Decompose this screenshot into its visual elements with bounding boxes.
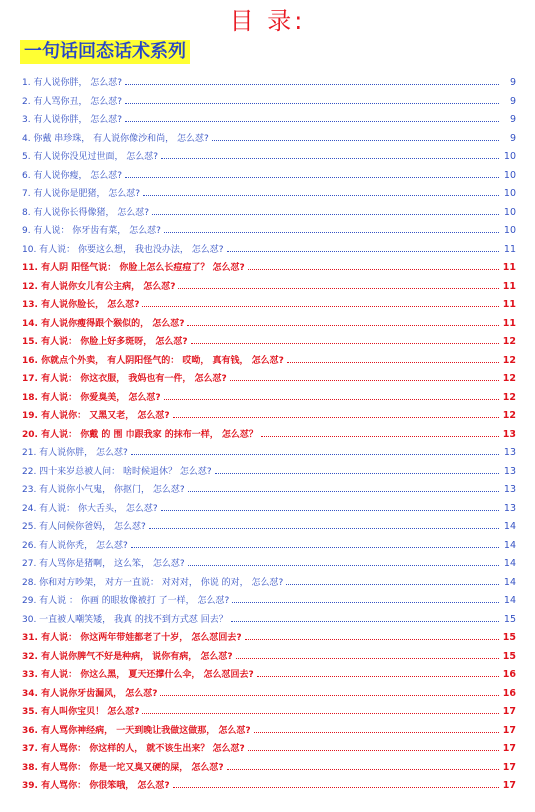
toc-entry[interactable] [22, 368, 516, 387]
toc-entry-title: 37. 有人骂你： 你这样的人， 就不该生出来？ 怎么怼? [22, 744, 245, 754]
dot-leader [143, 183, 499, 196]
toc-entry-title: 39. 有人骂你： 你很笨哦， 怎么怼? [22, 781, 170, 791]
toc-entry-page: 17 [502, 724, 516, 736]
toc-entry[interactable] [22, 294, 516, 313]
toc-entry[interactable] [22, 701, 516, 720]
toc-entry-page: 16 [502, 669, 516, 680]
dot-leader [125, 165, 499, 178]
dot-leader [257, 664, 499, 677]
dot-leader [248, 257, 499, 270]
toc-entry-title: 26. 有人说你秃， 怎么怼? [22, 540, 128, 551]
toc-entry[interactable] [22, 590, 516, 609]
dot-leader [164, 387, 499, 400]
toc-entry-page: 16 [502, 687, 516, 699]
toc-entry-page: 12 [502, 354, 516, 366]
toc-entry[interactable] [22, 72, 516, 91]
toc-entry[interactable] [22, 350, 516, 369]
toc-entry[interactable] [22, 183, 516, 202]
dot-leader [173, 775, 499, 788]
toc-entry-title: 18. 有人说： 你爱臭美， 怎么怼? [22, 392, 161, 403]
toc-entry-title: 30. 一直被人嘲笑矮， 我真 的找不到方式怼 回去？ [22, 614, 228, 625]
toc-entry[interactable] [22, 239, 516, 258]
toc-entry-title: 16. 你就点个外卖， 有人阴阳怪气的： 哎呦， 真有钱， 怎么怼? [22, 355, 284, 366]
toc-entry-page: 10 [503, 188, 516, 199]
page-title: 目 录: [229, 7, 306, 35]
toc-entry[interactable] [22, 220, 516, 239]
dot-leader [161, 146, 499, 159]
toc-entry-title: 13. 有人说你脸长， 怎么怼? [22, 300, 140, 310]
toc-entry-page: 14 [503, 576, 516, 588]
toc-entry-page: 10 [503, 225, 516, 236]
toc-entry-page: 11 [502, 317, 516, 329]
toc-entry-page: 17 [502, 761, 516, 773]
dot-leader [173, 405, 499, 418]
dot-leader [286, 572, 499, 585]
dot-leader [142, 701, 499, 714]
dot-leader [131, 442, 499, 455]
toc-entry-title: 6. 有人说你瘦， 怎么怼? [22, 170, 123, 181]
toc-entry[interactable] [22, 720, 516, 739]
toc-entry-title: 14. 有人说你瘦得跟个猴似的， 怎么怼? [22, 318, 185, 329]
toc-entry-title: 5. 有人说你没见过世面， 怎么怼? [22, 152, 159, 162]
toc-entry[interactable] [22, 535, 516, 554]
toc-entry-page: 17 [502, 780, 516, 791]
toc-entry-page: 11 [502, 299, 516, 310]
toc-entry[interactable] [22, 775, 516, 794]
dot-leader [160, 683, 499, 696]
toc-entry[interactable] [22, 738, 516, 757]
toc-entry-page: 14 [503, 595, 516, 606]
toc-entry-title: 7. 有人说你是肥猪， 怎么怼? [22, 189, 141, 199]
dot-leader [178, 276, 499, 289]
toc-entry-title: 21. 有人说你胖， 怎么怼? [22, 448, 128, 458]
toc-entry-page: 9 [509, 132, 516, 144]
toc-entry-page: 11 [502, 280, 516, 292]
toc-entry-title: 17. 有人说： 你这衣服， 我妈也有一件， 怎么怼? [22, 374, 227, 384]
toc-entry-title: 9. 有人说： 你牙齿有菜， 怎么怼? [22, 226, 161, 236]
toc-entry-page: 10 [503, 206, 516, 218]
toc-entry[interactable] [22, 516, 516, 535]
toc-entry-page: 11 [503, 243, 516, 255]
toc-entry[interactable] [22, 498, 516, 517]
toc-entry-title: 24. 有人说： 你大舌头， 怎么怼? [22, 503, 158, 514]
toc-entry-title: 23. 有人说你小气鬼， 你抠门， 怎么怼? [22, 485, 185, 495]
toc-entry[interactable] [22, 387, 516, 406]
toc-entry-page: 13 [503, 484, 516, 495]
toc-entry-page: 12 [502, 373, 516, 384]
toc-entry-page: 15 [502, 650, 516, 662]
table-of-contents [22, 72, 516, 794]
toc-entry-title: 33. 有人说： 你这么黑， 夏天还撑什么伞， 怎么怼回去? [22, 670, 254, 680]
dot-leader [236, 646, 499, 659]
toc-entry-title: 28. 你和对方吵架， 对方一直说： 对对对， 你说 的对， 怎么怼? [22, 577, 284, 588]
toc-entry-title: 4. 你戴 串珍珠， 有人说你像沙和尚， 怎么怼? [22, 133, 209, 144]
toc-entry-page: 10 [503, 151, 516, 162]
toc-entry[interactable] [22, 757, 516, 776]
dot-leader [125, 109, 499, 122]
dot-leader [131, 535, 499, 548]
toc-entry-title: 38. 有人骂你： 你是一坨又臭又硬的屎， 怎么怼? [22, 762, 224, 773]
toc-entry[interactable] [22, 91, 516, 110]
toc-entry-page: 14 [503, 539, 516, 551]
toc-entry-page: 13 [503, 502, 516, 514]
toc-entry-page: 9 [509, 95, 516, 107]
toc-entry-page: 14 [503, 558, 516, 569]
toc-entry-page: 15 [503, 613, 516, 625]
dot-leader [187, 313, 499, 326]
dot-leader [231, 609, 499, 622]
toc-entry-page: 13 [503, 447, 516, 458]
toc-entry-title: 27. 有人骂你是猪啊， 这么笨， 怎么怼? [22, 559, 185, 569]
toc-entry-title: 10. 有人说： 你要这么想， 我也没办法， 怎么怼? [22, 244, 224, 255]
dot-leader [232, 590, 499, 603]
toc-entry[interactable] [22, 109, 516, 128]
toc-entry-title: 15. 有人说： 你脸上好多斑呀， 怎么怼? [22, 337, 188, 347]
section-heading: 一句话回态话术系列 [20, 40, 190, 64]
toc-entry-page: 14 [503, 521, 516, 532]
toc-entry-page: 17 [502, 743, 516, 754]
dot-leader [188, 479, 499, 492]
toc-entry-title: 12. 有人说你女儿有公主病， 怎么怼? [22, 281, 176, 292]
toc-entry-page: 12 [502, 336, 516, 347]
toc-entry-page: 11 [502, 262, 516, 273]
toc-entry[interactable] [22, 646, 516, 665]
toc-entry-page: 9 [509, 77, 516, 88]
toc-entry[interactable] [22, 146, 516, 165]
toc-entry-page: 17 [502, 706, 516, 717]
dot-leader [248, 738, 499, 751]
dot-leader [230, 368, 499, 381]
toc-entry-title: 34. 有人说你牙齿漏风， 怎么怼? [22, 688, 158, 699]
toc-entry-title: 8. 有人说你长得像猪， 怎么怼? [22, 207, 150, 218]
toc-entry-title: 31. 有人说： 你这两年带娃都老了十岁， 怎么怼回去? [22, 633, 242, 643]
toc-entry[interactable] [22, 609, 516, 628]
dot-leader [125, 72, 499, 85]
toc-entry[interactable] [22, 128, 516, 147]
dot-leader [161, 498, 499, 511]
toc-entry-title: 29. 有人说 ： 你画 的眼妆像被打 了一样， 怎么怼? [22, 596, 230, 606]
dot-leader [212, 128, 499, 141]
dot-leader [227, 239, 499, 252]
toc-entry-title: 36. 有人骂你神经病， 一天到晚让我做这做那， 怎么怼? [22, 725, 251, 736]
dot-leader [188, 553, 499, 566]
toc-entry-page: 15 [502, 632, 516, 643]
dot-leader [149, 516, 499, 529]
dot-leader [125, 91, 499, 104]
toc-entry[interactable] [22, 461, 516, 480]
toc-entry[interactable] [22, 165, 516, 184]
toc-entry[interactable] [22, 572, 516, 591]
dot-leader [164, 220, 499, 233]
toc-entry-title: 11. 有人阴 阳怪气说： 你脸上怎么长痘痘了？ 怎么怼? [22, 263, 245, 273]
toc-entry-page: 12 [502, 391, 516, 403]
toc-entry-title: 20. 有人说： 你戴 的 围 巾跟我家 的抹布一样， 怎么怼？ [22, 429, 258, 440]
toc-entry[interactable] [22, 442, 516, 461]
toc-entry-title: 25. 有人问候你爸妈， 怎么怼? [22, 522, 146, 532]
toc-entry[interactable] [22, 553, 516, 572]
dot-leader [261, 424, 499, 437]
dot-leader [152, 202, 499, 215]
dot-leader [142, 294, 499, 307]
toc-entry-page: 9 [509, 114, 516, 125]
toc-entry[interactable] [22, 479, 516, 498]
toc-entry-title: 1. 有人说你胖， 怎么怼? [22, 78, 123, 88]
toc-entry[interactable] [22, 424, 516, 443]
toc-entry-page: 13 [502, 428, 516, 440]
toc-entry[interactable] [22, 627, 516, 646]
toc-entry-title: 2. 有人骂你丑， 怎么怼? [22, 96, 123, 107]
dot-leader [287, 350, 499, 363]
dot-leader [191, 331, 499, 344]
toc-entry-title: 3. 有人说你胖， 怎么怼? [22, 115, 123, 125]
toc-entry-page: 13 [503, 465, 516, 477]
toc-entry[interactable] [22, 331, 516, 350]
toc-entry-page: 12 [502, 410, 516, 421]
toc-entry-title: 32. 有人说你脾气不好是种病， 说你有病， 怎么怼? [22, 651, 233, 662]
toc-entry-page: 10 [503, 169, 516, 181]
toc-entry[interactable] [22, 664, 516, 683]
toc-entry[interactable] [22, 313, 516, 332]
dot-leader [254, 720, 499, 733]
toc-entry[interactable] [22, 202, 516, 221]
dot-leader [245, 627, 499, 640]
toc-entry-title: 19. 有人说你： 又黑又老， 怎么怼? [22, 411, 170, 421]
toc-entry[interactable] [22, 405, 516, 424]
toc-entry-title: 35. 有人叫你宝贝！ 怎么怼? [22, 707, 140, 717]
toc-entry-title: 22. 四十来岁总被人问： 啥时候退休？ 怎么怼? [22, 466, 212, 477]
toc-entry[interactable] [22, 276, 516, 295]
dot-leader [227, 757, 499, 770]
dot-leader [215, 461, 499, 474]
toc-entry[interactable] [22, 683, 516, 702]
toc-entry[interactable] [22, 257, 516, 276]
